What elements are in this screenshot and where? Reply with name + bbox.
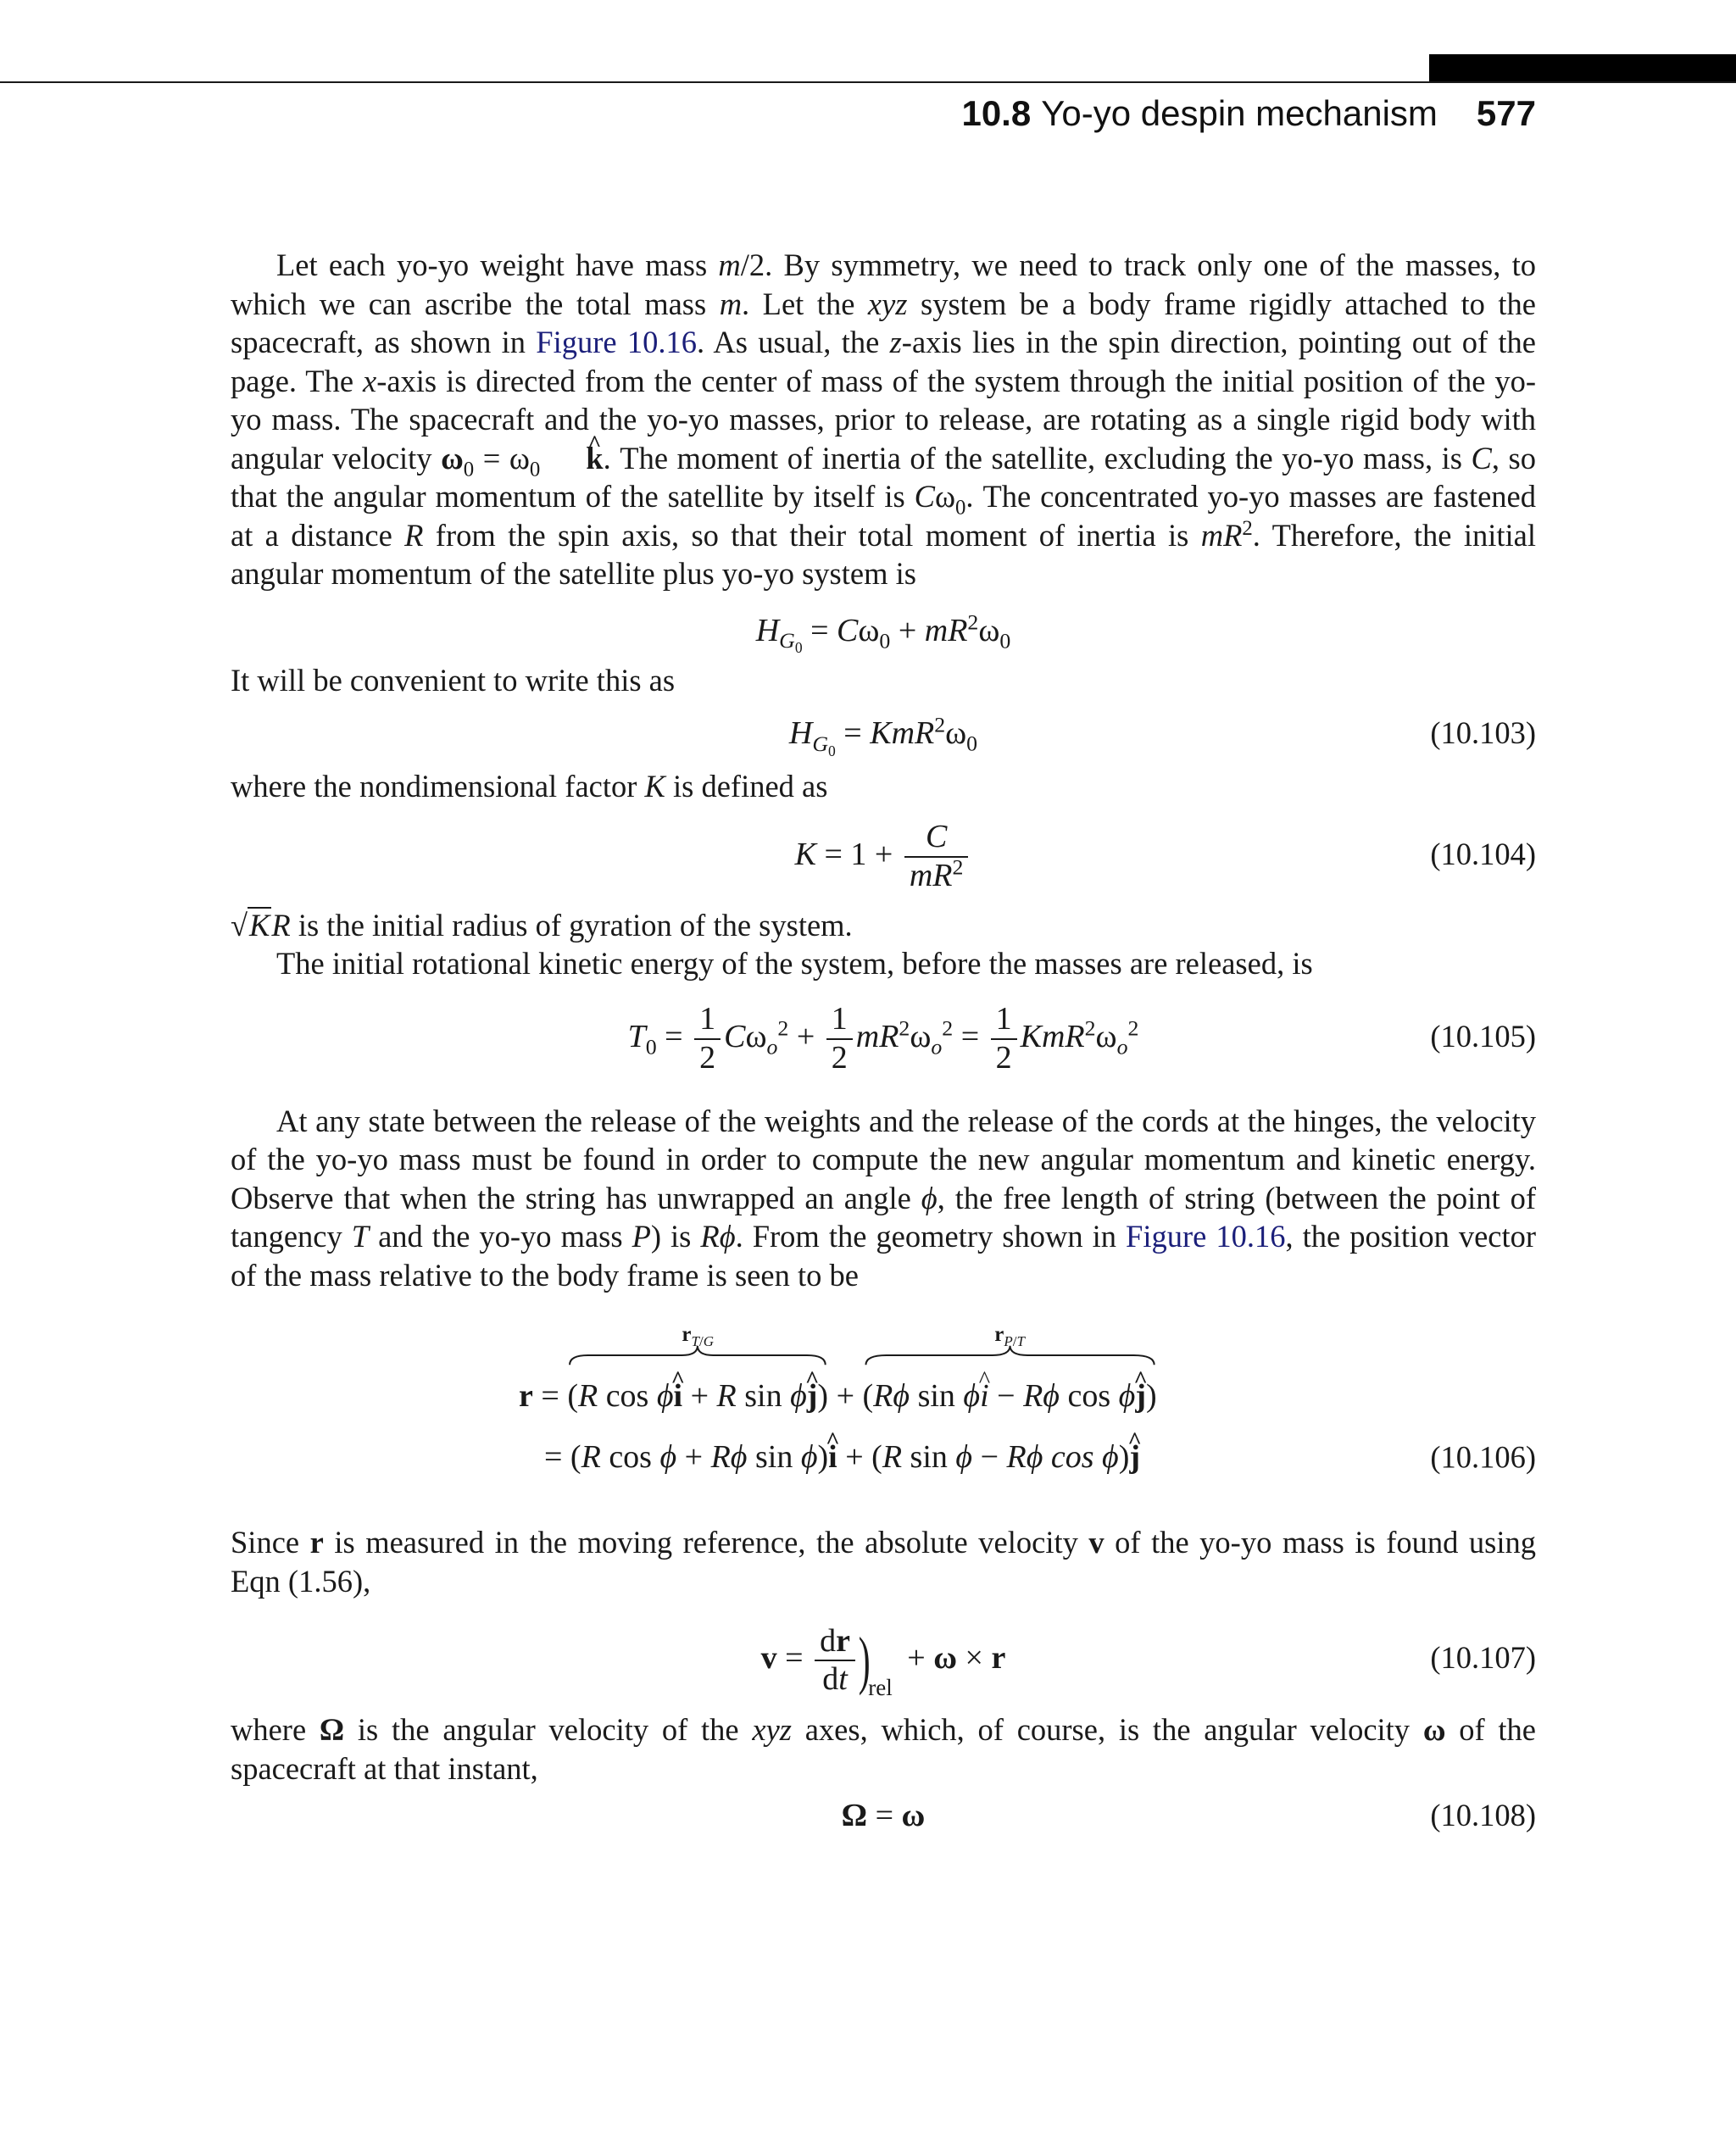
paragraph-kinetic: The initial rotational kinetic energy of the system, before the masses are released, is: [276, 946, 1313, 981]
section-number: 10.8: [961, 93, 1032, 133]
equation-10-108: Ω = ω (10.108): [231, 1794, 1536, 1837]
paragraph-where-k: where the nondimensional factor K is defined as: [231, 769, 828, 804]
paragraph-position: At any state between the release of the weights and the release of the cords at the hinges, the velocity of the yo-yo mass must be found in order to compute the new angular momentum and kinetic energy. Observe that when the string has unwrapped an angle ϕ, the free length of string (between the point of tangency T and the yo-yo mass P) is Rϕ. From the geometry shown in Figure 10.16, the position vector of the mass relative to the body frame is seen to be: [231, 1103, 1537, 1293]
chapter-tab-marker: [1429, 54, 1736, 83]
equation-initial-momentum: $H_{G_0} = C\omega_0 + mR^2\omega_0$: [755, 609, 1011, 657]
brace-r-tg: $r_{T/G}$ (R cos ϕi ^ + R sin ϕj ^): [567, 1372, 828, 1420]
equation-number: (10.104): [1430, 836, 1536, 871]
paragraph-setup: Let each yo-yo weight have mass m/2. By symmetry, we need to track only one of the masses, to which we can ascribe the total mass m. Let the xyz system be a body frame rigidly attached to the spacecraft, as shown in Figure 10.16. As usual, the z-axis lies in the spin direction, pointing out of the page. The x-axis is directed from the center of mass of the system through the initial position of the yo-yo mass. The spacecraft and the yo-yo masses, prior to release, are rotating as a single rigid body with angular velocity $\omega_0 = \omega_0$ k ^. The moment of inertia of the satellite, excluding the yo-yo mass, is C, so that the angular momentum of the satellite by itself is $C\omega_0$. The concentrated yo-yo masses are fastened at a distance R from the spin axis, so that their total moment of inertia is $mR^2$. Therefore, the initial angular momentum of the satellite plus yo-yo system is: [231, 246, 1536, 593]
equation-10-106: r = $r_{T/G}$ (R cos ϕi ^ + R sin ϕj ^) + $r_{P/T}$ (Rϕ sin ϕi ^ − Rϕ cos ϕj ^) = (R cos ϕ + Rϕ sin ϕ)i ^ + (R sin ϕ − Rϕ cos ϕ)j ^ (10.106): [231, 1372, 1536, 1491]
running-head: [961, 93, 1536, 134]
equation-10-105: $T_0$ = $\frac{1}{2}$ $C\omega_o^2$ + $\frac{1}{2}$ $mR^2\omega_o^2$ = $\frac{1}{2}$ $KmR^2\omega_o^2$ (10.105): [231, 990, 1536, 1083]
equation-10-104: K = 1 + $\frac{C}{mR^2}$ (10.104): [231, 808, 1536, 901]
equation-number: (10.103): [1430, 715, 1536, 750]
paragraph-velocity: Since r is measured in the moving reference, the absolute velocity v of the yo-yo mass is found using Eqn (1.56),: [231, 1525, 1537, 1599]
equation-number: (10.107): [1430, 1640, 1536, 1675]
brace-r-pt: $r_{P/T}$ (Rϕ sin ϕi ^ − Rϕ cos ϕj ^): [863, 1372, 1157, 1420]
paragraph-convenient: It will be convenient to write this as: [231, 662, 676, 698]
equation-10-103: $H_{G_0} = KmR^2\omega_0$ (10.103): [231, 708, 1536, 759]
page-body: [231, 246, 1536, 1837]
paragraph-omega: where Ω is the angular velocity of the xyz axes, which, of course, is the angular velocity ω of the spacecraft at that instant,: [231, 1712, 1536, 1786]
section-title: Yo-yo despin mechanism: [1041, 93, 1438, 133]
header-rule: [0, 81, 1736, 83]
paragraph-gyration: √KR is the initial radius of gyration of the system.: [231, 907, 853, 943]
figure-link[interactable]: Figure 10.16: [536, 325, 697, 359]
figure-link[interactable]: Figure 10.16: [1126, 1219, 1286, 1254]
page-number: 577: [1476, 93, 1536, 133]
equation-number: (10.105): [1430, 1018, 1536, 1054]
equation-number: (10.108): [1430, 1798, 1536, 1832]
equation-10-107: v = $\frac{dr}{dt}$ )$_{rel} + \omega \times r$ (10.107): [231, 1615, 1536, 1700]
equation-number: (10.106): [1430, 1439, 1536, 1475]
